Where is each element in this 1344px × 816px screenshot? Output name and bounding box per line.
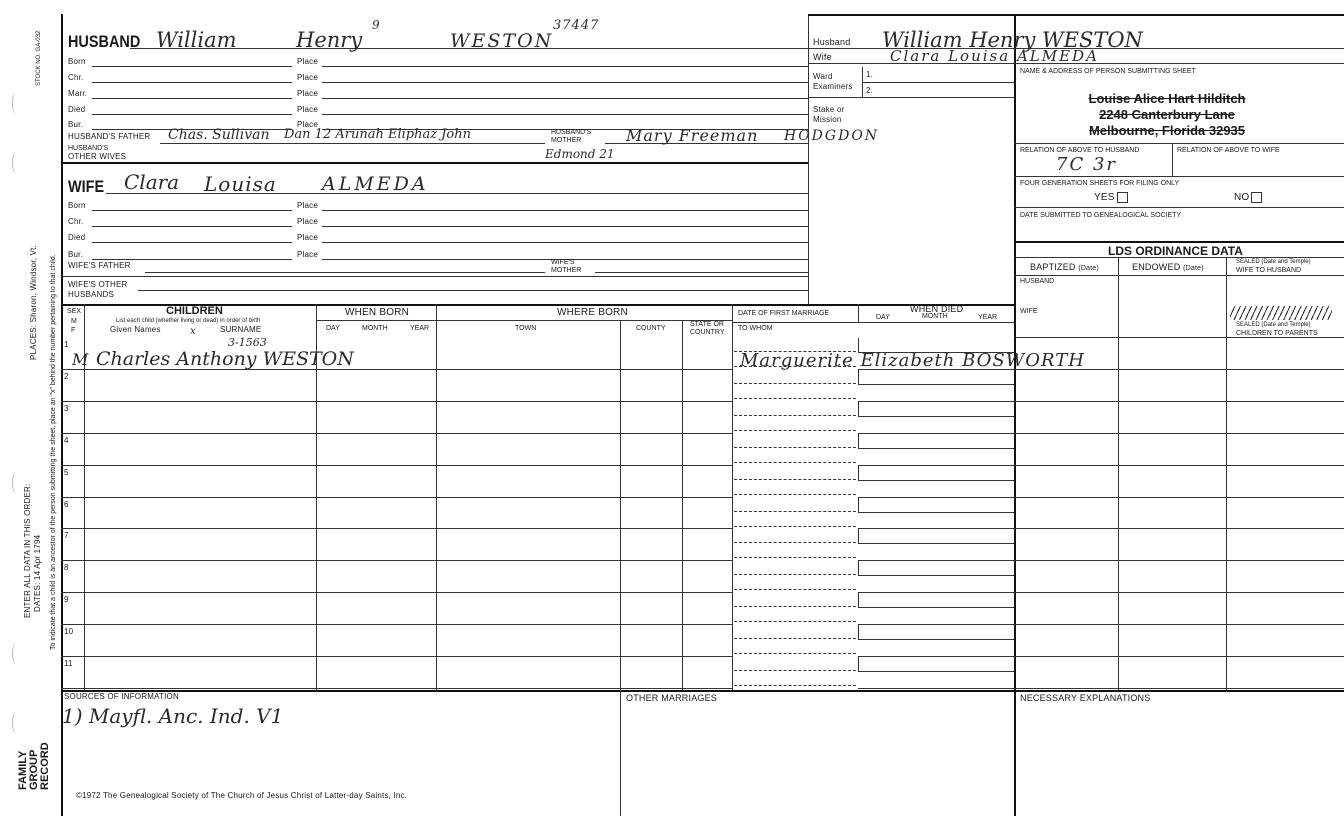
- marriage-date-line: [734, 383, 856, 384]
- wife-bur-place-label: Place: [297, 250, 319, 259]
- spouse-line: [734, 462, 856, 463]
- table-row: [61, 465, 732, 466]
- husbands-other-wives-label-1: HUSBAND'S: [68, 145, 109, 152]
- marriage-date-line: [734, 638, 856, 639]
- wife-middle-name: Louisa: [204, 172, 277, 196]
- died-date-box: [858, 498, 1014, 513]
- submitter-street: 2248 Canterbury Lane: [1099, 107, 1235, 122]
- child1-number: 3-1563: [228, 336, 267, 349]
- table-row: [61, 528, 732, 529]
- given-names-header: Given Names: [110, 325, 161, 334]
- submitter-heading: NAME & ADDRESS OF PERSON SUBMITTING SHEET: [1020, 68, 1196, 75]
- wife-label: WIFE: [68, 177, 105, 196]
- lds-row-line: [1014, 528, 1344, 529]
- husband-chr-place-label: Place: [297, 73, 319, 82]
- lds-row-line: [1014, 688, 1344, 689]
- when-born-header: WHEN BORN: [345, 307, 410, 318]
- husband-middle-name: Henry: [296, 28, 363, 52]
- first-marriage-header: DATE OF FIRST MARRIAGE: [738, 310, 830, 317]
- sources-label: SOURCES OF INFORMATION: [64, 692, 179, 701]
- table-row: [61, 656, 732, 657]
- marriage-date-line: [734, 479, 856, 480]
- husband-born-place-label: Place: [297, 57, 319, 66]
- lds-row-line: [1014, 560, 1344, 561]
- surname-header: SURNAME: [220, 325, 262, 334]
- side-order-note: ENTER ALL DATA IN THIS ORDER:: [23, 483, 32, 618]
- wife-chr-place-label: Place: [297, 217, 319, 226]
- wife-surname: ALMEDA: [322, 173, 429, 195]
- wifes-mother-label-2: MOTHER: [551, 267, 582, 274]
- child-row-number: 1: [64, 340, 69, 349]
- husband-number: 37447: [553, 18, 600, 33]
- child-row-number: 8: [64, 563, 69, 573]
- husbands-other-wives-label-2: OTHER WIVES: [68, 152, 127, 161]
- stake-label-1: Stake or: [813, 105, 845, 114]
- died-month-header: MONTH: [922, 313, 948, 320]
- table-row: [61, 497, 732, 498]
- sources-entry: 1) Mayfl. Anc. Ind. V1: [62, 704, 284, 728]
- husband-bur-place-label: Place: [297, 120, 319, 129]
- died-date-box: [858, 625, 1014, 640]
- died-day-header: DAY: [876, 314, 890, 321]
- relation-husband-label: RELATION OF ABOVE TO HUSBAND: [1020, 147, 1140, 154]
- spouse-line: [734, 557, 856, 558]
- lds-row-line: [1014, 433, 1344, 434]
- lds-heading: LDS ORDINANCE DATA: [1108, 244, 1243, 258]
- husband-chr-label: Chr.: [68, 73, 84, 82]
- lds-husband-label: HUSBAND: [1020, 278, 1055, 285]
- wifes-other-husbands-label-1: WIFE'S OTHER: [68, 280, 128, 289]
- died-date-box: [858, 593, 1014, 608]
- punch-hole-mark: [12, 152, 20, 174]
- submitter-address: [1085, 91, 1249, 139]
- stock-number: STOCK NO. GA-032: [36, 30, 42, 86]
- right-husband-label: Husband: [813, 37, 851, 47]
- died-date-box: [858, 561, 1014, 576]
- wife-died-label: Died: [68, 233, 86, 242]
- died-date-box: [858, 466, 1014, 481]
- husband-died-place-label: Place: [297, 105, 319, 114]
- form-title: FAMILY GROUP RECORD: [17, 742, 51, 790]
- copyright-notice: ©1972 The Genealogical Society of The Church of Jesus Christ of Latter-day Saints, Inc.: [76, 791, 408, 800]
- four-gen-label: FOUR GENERATION SHEETS FOR FILING ONLY: [1020, 180, 1180, 187]
- stake-label-2: Mission: [813, 115, 842, 124]
- children-subheader: List each child (whether living or dead) in order of birth: [116, 318, 261, 324]
- ward-line-1: 1.: [866, 70, 874, 79]
- wife-born-place-label: Place: [297, 201, 319, 210]
- died-date-box: [858, 657, 1014, 672]
- child-row-number: 7: [64, 531, 69, 541]
- spouse-line: [734, 398, 856, 399]
- relation-wife-label: RELATION OF ABOVE TO WIFE: [1177, 147, 1280, 154]
- table-row: [61, 624, 732, 625]
- marriage-date-line: [734, 542, 856, 543]
- child-row-number: 11: [64, 659, 73, 668]
- right-wife-label: Wife: [813, 52, 832, 62]
- spouse-line: [734, 494, 856, 495]
- sex-header: SEX: [67, 308, 82, 315]
- husband-given-name: William: [156, 28, 237, 52]
- spouse-line: [734, 653, 856, 654]
- punch-hole-mark: [12, 642, 20, 664]
- to-whom-header: TO WHOM: [738, 325, 773, 332]
- lds-row-line: [1014, 497, 1344, 498]
- spouse-line: [734, 621, 856, 622]
- wife-bur-label: Bur.: [68, 250, 84, 259]
- born-year-header: YEAR: [410, 325, 430, 332]
- husband-superscript: 9: [372, 18, 380, 32]
- sealed-children-label-2: CHILDREN TO PARENTS: [1236, 330, 1318, 337]
- right-wife-name: Clara Louisa ALMEDA: [890, 47, 1099, 65]
- ward-label: Ward: [813, 72, 833, 81]
- state-header-1: STATE OR: [690, 321, 724, 328]
- died-date-box: [858, 370, 1014, 385]
- husbands-father-label: HUSBAND'S FATHER: [68, 132, 151, 141]
- lds-row-line: [1014, 624, 1344, 625]
- died-date-box: [858, 402, 1014, 417]
- children-header: CHILDREN: [166, 305, 223, 317]
- wife-chr-label: Chr.: [68, 217, 84, 226]
- child-row-number: 9: [64, 595, 69, 605]
- born-month-header: MONTH: [362, 325, 388, 332]
- sex-m-header: M: [71, 318, 77, 325]
- submitter-city: Melbourne, Florida 32935: [1088, 123, 1246, 138]
- child1-name: Charles Anthony WESTON: [96, 348, 354, 370]
- husbands-father-ancestry: Dan 12 Arunah Eliphaz John: [284, 127, 471, 142]
- punch-hole-mark: [12, 472, 20, 494]
- state-header-2: COUNTRY: [690, 329, 725, 336]
- sealed-wife-label-1: SEALED (Date and Temple): [1236, 259, 1311, 265]
- right-husband-name: William Henry WESTON: [882, 28, 1143, 52]
- where-born-header: WHERE BORN: [557, 307, 628, 318]
- child1-spouse: Marguerite Elizabeth BOSWORTH: [740, 350, 1085, 371]
- child-row-number: 4: [64, 435, 69, 445]
- table-row: [61, 401, 732, 402]
- when-died-header: WHEN DIED: [910, 304, 964, 314]
- wife-born-label: Born: [68, 201, 86, 210]
- lds-row-line: [1014, 401, 1344, 402]
- lds-row-line: [1014, 656, 1344, 657]
- child-row-number: 10: [64, 627, 74, 637]
- marriage-date-line: [734, 606, 856, 607]
- child-row-number: 2: [64, 371, 69, 381]
- wifes-other-husbands-label-2: HUSBANDS: [68, 290, 115, 299]
- punch-hole-mark: [12, 92, 20, 114]
- lds-row-line: [1014, 592, 1344, 593]
- date-submitted-label: DATE SUBMITTED TO GENEALOGICAL SOCIETY: [1020, 212, 1182, 219]
- table-row: [61, 560, 732, 561]
- husband-died-label: Died: [68, 105, 86, 114]
- relation-husband-value: 7C 3r: [1056, 154, 1118, 175]
- examiners-label: Examiners: [813, 82, 853, 91]
- husband-label: HUSBAND: [68, 32, 141, 51]
- died-date-box: [858, 529, 1014, 544]
- punch-hole-mark: [12, 712, 20, 734]
- husbands-mother-label-1: HUSBAND'S: [551, 129, 592, 136]
- marriage-date-line: [734, 447, 856, 448]
- hatched-area: [1230, 306, 1332, 320]
- child1-ancestor-mark: x: [190, 326, 196, 337]
- no-checkbox[interactable]: [1251, 192, 1262, 203]
- marriage-date-line: [734, 415, 856, 416]
- born-day-header: DAY: [326, 325, 340, 332]
- table-row: [61, 433, 732, 434]
- husbands-mother-surname: HODGDON: [784, 128, 880, 144]
- necessary-explanations-label: NECESSARY EXPLANATIONS: [1020, 693, 1151, 703]
- lds-row-line: [1014, 465, 1344, 466]
- child-row-number: 6: [64, 499, 69, 509]
- wife-given-name: Clara: [124, 170, 180, 194]
- sealed-children-label-1: SEALED (Date and Temple): [1236, 322, 1311, 328]
- wife-died-place-label: Place: [297, 233, 319, 242]
- side-dates-note: DATES: 14 Apr 1794: [33, 534, 42, 612]
- county-header: COUNTY: [636, 325, 666, 332]
- other-marriages-label: OTHER MARRIAGES: [626, 693, 718, 703]
- husbands-mother-label-2: MOTHER: [551, 137, 582, 144]
- endowed-label: ENDOWED (Date): [1132, 262, 1204, 272]
- spouse-line: [734, 589, 856, 590]
- no-checkbox-group[interactable]: NO: [1234, 192, 1262, 203]
- husband-surname: WESTON: [450, 30, 554, 52]
- table-row: [61, 688, 732, 689]
- marriage-date-line: [734, 574, 856, 575]
- sex-f-header: F: [71, 327, 76, 334]
- husband-marr-label: Marr.: [68, 89, 88, 98]
- husband-bur-label: Bur.: [68, 120, 84, 129]
- spouse-row-line: [858, 688, 1014, 689]
- table-row: [61, 592, 732, 593]
- side-child-hint: To indicate that a child is an ancestor of the person submitting the sheet, place an "x" behind the number pertaining to that child.: [50, 254, 57, 650]
- side-places-note: PLACES: Sharon, Windsor, Vt.: [29, 245, 38, 360]
- baptized-label: BAPTIZED (Date): [1030, 262, 1099, 272]
- died-year-header: YEAR: [978, 314, 998, 321]
- husband-marr-place-label: Place: [297, 89, 319, 98]
- ward-line-2: 2.: [866, 86, 874, 95]
- husbands-mother-name: Mary Freeman: [626, 126, 759, 145]
- husbands-mother-ancestry: Edmond 21: [545, 147, 615, 161]
- spouse-line: [734, 526, 856, 527]
- town-header: TOWN: [515, 325, 537, 332]
- child-row-number: 3: [64, 403, 69, 413]
- wifes-mother-label-1: WIFE'S: [551, 259, 575, 266]
- child-row-number: 5: [64, 467, 69, 477]
- spouse-line: [734, 685, 856, 686]
- child1-sex: M: [72, 350, 89, 369]
- yes-checkbox-group[interactable]: YES: [1094, 192, 1128, 203]
- husband-born-label: Born: [68, 57, 86, 66]
- marriage-date-line: [734, 511, 856, 512]
- spouse-line: [734, 430, 856, 431]
- yes-checkbox[interactable]: [1117, 192, 1128, 203]
- wifes-father-label: WIFE'S FATHER: [68, 261, 131, 270]
- died-date-box: [858, 434, 1014, 449]
- submitter-name: Louise Alice Hart Hilditch: [1088, 91, 1246, 106]
- sealed-wife-label-2: WIFE TO HUSBAND: [1236, 267, 1302, 274]
- husbands-father-name: Chas. Sullivan: [168, 127, 270, 143]
- marriage-date-line: [734, 670, 856, 671]
- lds-wife-label: WIFE: [1020, 308, 1038, 315]
